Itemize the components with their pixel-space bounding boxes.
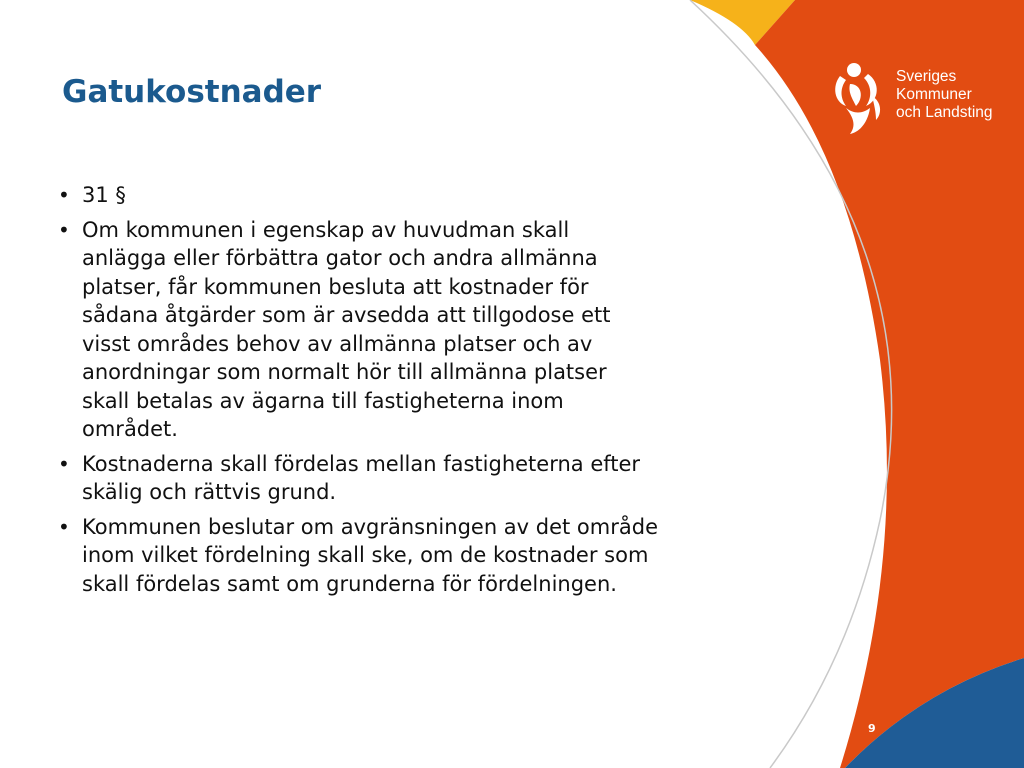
bullet-marker: • (58, 451, 70, 476)
bullet-item (58, 181, 658, 210)
logo-line: och Landsting (896, 104, 993, 121)
bullet-marker: • (58, 514, 70, 539)
bullet-text: Om kommunen i egenskap av huvudman skall anlägga eller förbättra gator och andra allmänna platser, får kommunen besluta att kostnader för sådana åtgärder som är avsedda att tillgodose ett visst områdes behov av allmänna platser och av anordningar som normalt hör till allmänna platser skall betalas av ägarna till fastigheterna inom området. (82, 217, 611, 441)
bullet-text: Kostnaderna skall fördelas mellan fastigheterna efter skälig och rättvis grund. (82, 451, 641, 504)
logo-line: Sveriges (896, 68, 957, 85)
bullet-text: Kommunen beslutar om avgränsningen av det område inom vilket fördelning skall ske, om de kostnader som skall fördelas samt om grunderna för fördelningen. (82, 514, 658, 596)
skl-logo (832, 62, 1012, 138)
bullet-marker: • (58, 217, 70, 242)
logo-figure-icon (832, 62, 886, 136)
page-number: 9 (868, 722, 876, 735)
bullet-item (58, 450, 658, 507)
bullet-marker: • (58, 183, 70, 207)
bullet-item (58, 513, 658, 599)
bullet-item (58, 216, 658, 444)
logo-wordmark (896, 68, 993, 122)
bullet-list (58, 181, 658, 604)
logo-line: Kommuner (896, 86, 972, 103)
bullet-text: 31 § (82, 183, 126, 207)
slide-title: Gatukostnader (62, 74, 322, 110)
